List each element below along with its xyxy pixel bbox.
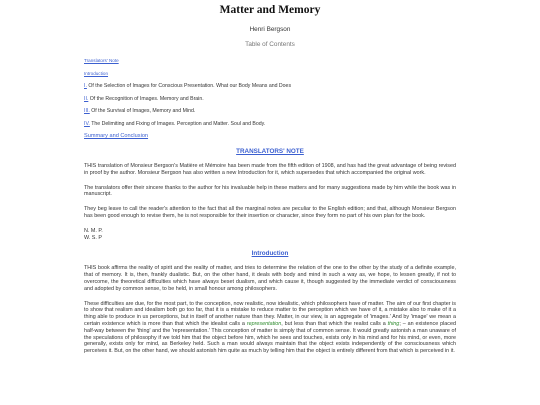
toc-link-translators-note[interactable]: Translators' Note xyxy=(84,58,119,63)
toc-item-summary xyxy=(84,133,456,139)
table-of-contents xyxy=(84,58,456,139)
introduction-anchor[interactable]: Introduction xyxy=(251,250,289,258)
intro-p2-part-e: ; – an existence placed half-way between the 'thing' and the 'representation.' This conception of matter is simply that of common sense. It would greatly astonish a man unaware of the speculations of philosophy if we told him that the object before him, which he sees and touches, exists only in his mind and for his mind, or even, more generally, exists only for mind, as Berkeley held. Such a man would always maintain that the object exists independently of the consciousness which perceives it. But, on the other hand, we should astonish him quite as much by telling him that the object is entirely different from that which is perceived in it. xyxy=(84,320,456,355)
translators-signature xyxy=(84,228,456,242)
introduction-heading xyxy=(84,250,456,257)
toc-link-chapter-1[interactable]: I. xyxy=(84,83,87,89)
toc-text-chapter-3: Of the Survival of Images, Memory and Mind. xyxy=(89,108,196,114)
author-name: Henri Bergson xyxy=(249,26,291,33)
toc-item-chapter-1 xyxy=(84,83,456,89)
introduction-paragraph-1: THIS book affirms the reality of spirit and the reality of matter, and tries to determine the relation of the one to the other by the study of a definite example, that of memory. It is, then, frankly dualistic. But, on the other hand, it deals with body and mind in such a way as, we hope, to lessen greatly, if not to overcome, the theoretical difficulties which have always beset dualism, and which cause it, though suggested by the immediate verdict of consciousness and adopted by common sense, to be held, in small honour among philosophers. xyxy=(84,265,456,292)
toc-link-introduction[interactable]: Introduction xyxy=(84,70,109,76)
toc-text-chapter-2: Of the Recognition of Images. Memory and Brain. xyxy=(88,95,204,102)
toc-text-chapter-4: The Delimiting and Fixing of Images. Perception and Matter. Soul and Body. xyxy=(89,120,266,127)
toc-link-chapter-2[interactable]: II. xyxy=(84,95,89,102)
toc-link-chapter-4[interactable]: IV. xyxy=(84,120,90,127)
toc-link-chapter-3[interactable]: III. xyxy=(84,108,90,114)
toc-text-chapter-1: Of the Selection of Images for Conscious Presentation. What our Body Means and Does xyxy=(86,83,292,89)
book-title: Matter and Memory xyxy=(219,4,321,16)
translators-note-anchor[interactable]: TRANSLATORS' NOTE xyxy=(236,148,304,155)
toc-item-translators-note xyxy=(84,58,456,64)
intro-p2-part-a: These difficulties are due, for the most part, to the conception, now realistic, now idealistic, which philosophers have of matter. The aim of our first chapter is to show that realism and idealism both go too far, that it is a mistake to reduce matter to the perception which we have of it, a mistake also to make of it a thing able to produce in us perceptions, but in itself of another nature than they. Matter, in our view, is an aggregate of 'images.' And by 'image' we mean a certain existence which is more than that which the idealist calls a xyxy=(84,300,456,327)
toc-heading: Table of Contents xyxy=(245,41,295,48)
representation-emphasis: representation xyxy=(246,320,282,327)
translators-note-paragraph-1: THIS translation of Monsieur Bergson's Matière et Mémoire has been made from the fifth edition of 1908, and has had the great advantage of being revised in proof by the author. Monsieur Bergson has also written a new Introduction for it, which supersedes that which accompanied the original work. xyxy=(84,163,456,176)
toc-item-chapter-3 xyxy=(84,108,456,114)
toc-item-chapter-2 xyxy=(84,96,456,102)
signature-line-2: W. S. P xyxy=(84,234,102,241)
translators-note-heading xyxy=(84,148,456,155)
translators-note-paragraph-3: They beg leave to call the reader's attention to the fact that all the marginal notes are peculiar to the English edition; and that, although Monsieur Bergson has been good enough to revise them, he is not responsible for their insertion or character, since they form no part of his own plan for the book. xyxy=(84,206,456,219)
signature-line-1: N. M. P. xyxy=(84,227,103,234)
toc-link-summary[interactable]: Summary and Conclusion xyxy=(84,133,149,139)
introduction-paragraph-2 xyxy=(84,301,456,355)
intro-p2-part-c: , but less than that which the realist calls a xyxy=(281,320,388,327)
translators-note-paragraph-2: The translators offer their sincere thanks to the author for his invaluable help in these matters and for many suggestions made by him while the book was in manuscript. xyxy=(84,184,456,198)
toc-item-chapter-4 xyxy=(84,121,456,127)
thing-emphasis: thing xyxy=(387,320,400,327)
toc-item-introduction xyxy=(84,71,456,77)
